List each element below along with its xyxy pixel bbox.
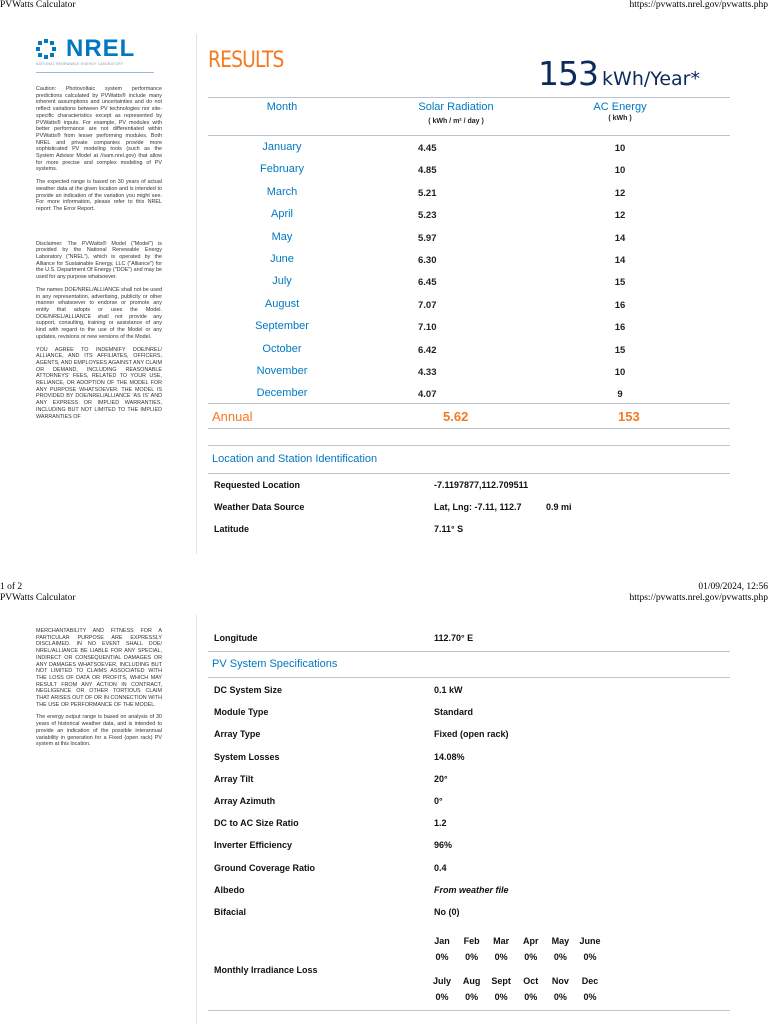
sidebar-page2 [36, 628, 162, 748]
irradiance-cell: June [579, 936, 601, 946]
page-datetime: 01/09/2024, 12:56 [698, 582, 768, 592]
column-divider [196, 34, 197, 554]
irradiance-cell: Sept [491, 976, 511, 986]
table-row [208, 137, 730, 159]
col-solar-header: Solar Radiation [418, 101, 494, 113]
solar-cell: 5.21 [418, 187, 437, 199]
irradiance-cell: 0% [435, 952, 449, 962]
solar-cell: 6.42 [418, 344, 437, 356]
solar-cell: 4.33 [418, 367, 437, 378]
spec-value: 96% [434, 840, 453, 851]
logo-subtitle: NATIONAL RENEWABLE ENERGY LABORATORY [36, 62, 124, 66]
spec-row [208, 680, 730, 702]
irradiance-cell: 0% [553, 992, 567, 1002]
kv-longitude [208, 628, 730, 650]
table-row [208, 339, 730, 361]
logo-wordmark: NREL [66, 35, 136, 62]
ac-cell: 12 [614, 187, 626, 199]
irradiance-cell: Feb [463, 936, 480, 946]
spec-label: Array Tilt [214, 773, 254, 784]
disclaimer-text: Disclaimer: The PVWatts® Model ("Model") is provided by the National Renewable Energy Laboratory ("NREL"), which is operated by the Alliance for Sustainable Energy, LLC ("Alliance") for the U.S. Department Of Energy ("DOE") and may be used for any purpose whatsoever. [36, 240, 162, 281]
page-header [0, 0, 768, 12]
col-ac-unit: ( kWh ) [608, 115, 632, 122]
table-row [208, 159, 730, 181]
irradiance-cell: July [432, 976, 451, 986]
irradiance-cell: Mar [493, 936, 510, 946]
solar-cell: 7.10 [418, 322, 437, 334]
spec-row [208, 791, 730, 813]
annual-total-value: 153 [538, 54, 599, 93]
ac-cell: 16 [614, 299, 626, 311]
indemnify-text-part1: YOU AGREE TO INDEMNIFY DOE/NREL/ ALLIANCE, AND ITS AFFILIATES, OFFICERS, AGENTS, AND EMPLOYEES AGAINST ANY CLAIM OR DEMAND, INCLUDING REASONABLE ATTORNEYS' FEES, RELATED TO YOUR USE, RELIANCE, OR ADOPTION OF THE MODEL FOR ANY PURPOSE WHATSOEVER. THE MODEL IS PROVIDED BY DOE/NREL/ALLIANCE 'AS IS' AND ANY EXPRESS OR IMPLIED WARRANTIES, INCLUDING BUT NOT LIMITED TO THE IMPLIED WARRANTIES OF [36, 346, 162, 420]
col-ac-header: AC Energy [593, 101, 647, 113]
divider [208, 1010, 730, 1011]
table-row [208, 204, 730, 226]
spec-label: Module Type [214, 707, 269, 718]
month-cell: December [256, 387, 308, 400]
annual-label: Annual [212, 409, 253, 424]
page-number: 1 of 2 [0, 582, 23, 592]
annual-total [538, 54, 700, 93]
kv-weather-source [208, 497, 730, 519]
page-header-title: PVWatts Calculator [0, 593, 76, 603]
spec-value: 1.2 [434, 818, 447, 829]
spec-value: Standard [434, 707, 474, 718]
spec-row [208, 747, 730, 769]
page-header-url[interactable]: https://pvwatts.nrel.gov/pvwatts.php [629, 0, 768, 10]
spec-label: Bifacial [214, 907, 247, 917]
spec-row [208, 858, 730, 880]
spec-value: 14.08% [434, 751, 465, 762]
kv-value: Lat, Lng: -7.11, 112.7 [434, 502, 522, 512]
spec-label: DC to AC Size Ratio [214, 818, 299, 829]
spec-label: Ground Coverage Ratio [214, 862, 316, 873]
irradiance-cell: 0% [494, 952, 508, 962]
divider [208, 428, 730, 429]
irradiance-cell: Dec [581, 976, 599, 986]
divider [208, 473, 730, 474]
sidebar-page1 [36, 86, 162, 552]
irradiance-cell: 0% [465, 952, 479, 962]
annual-total-unit: kWh/Year* [602, 68, 700, 90]
divider [208, 677, 730, 678]
kv-value: -7.1197877,112.709511 [434, 480, 529, 490]
ac-cell: 15 [614, 277, 626, 289]
names-text: The names DOE/NREL/ALLIANCE shall not be used in any representation, advertising, publicity or other manner whatsoever to endorse or promote any entity that adopts or uses the Model. DOE/NREL/ALLIANCE shall not provide any support, consulting, training or assistance of any kind with regard to the use of the Model or any updates, revisions or new versions of the Model. [36, 286, 162, 340]
ac-cell: 15 [614, 344, 626, 356]
month-cell: October [262, 342, 302, 355]
spec-value: Fixed (open rack) [434, 729, 509, 740]
spec-row [208, 813, 730, 835]
month-cell: March [266, 185, 298, 198]
spec-row [208, 835, 730, 857]
month-cell: August [264, 297, 300, 310]
kv-requested-location [208, 475, 730, 497]
spec-row [208, 880, 730, 902]
kv-label: Longitude [214, 633, 258, 643]
table-row [208, 316, 730, 338]
irradiance-cell: Oct [523, 976, 539, 986]
caution-text: Caution: Photovoltaic system performance predictions calculated by PVWatts® include many inherent assumptions and uncertainties and do not reflect variations between PV technologies nor site-specific characteristics except as represented by PVWatts® inputs. For example, PV modules with better performance are not differentiated within PVWatts® from lesser performing modules. Both NREL and private companies provide more sophisticated PV modeling tools (such as the System Advisor Model at //sam.nrel.gov) that allow for more precise and complex modeling of PV systems. [36, 86, 162, 173]
solar-cell: 4.45 [418, 143, 437, 154]
spec-label: Inverter Efficiency [214, 840, 293, 851]
pv-section-title: PV System Specifications [212, 658, 338, 670]
spec-label: Array Type [214, 729, 261, 740]
spec-row [208, 724, 730, 746]
month-cell: February [259, 163, 305, 176]
kv-distance: 0.9 mi [546, 502, 572, 512]
irradiance-cell: 0% [494, 992, 508, 1002]
spec-value: No (0) [434, 907, 460, 917]
nrel-mark-icon [36, 38, 64, 60]
month-cell: July [272, 275, 292, 288]
table-row [208, 182, 730, 204]
divider [208, 97, 730, 98]
kv-label: Weather Data Source [214, 502, 305, 512]
table-row [208, 294, 730, 316]
col-month-header: Month [266, 101, 298, 113]
solar-cell: 5.23 [418, 210, 437, 222]
irradiance-cell: 0% [524, 952, 538, 962]
kv-latitude [208, 519, 730, 541]
page2-header [0, 593, 768, 605]
logo-divider [36, 72, 154, 73]
spec-row [208, 769, 730, 791]
kv-label: Latitude [214, 524, 249, 534]
results-title: RESULTS [208, 48, 284, 73]
solar-cell: 4.85 [418, 165, 437, 177]
irradiance-cell: Aug [462, 976, 481, 986]
kv-label: Requested Location [214, 480, 301, 490]
ac-cell: 16 [614, 322, 626, 334]
annual-ac: 153 [618, 409, 640, 424]
spec-row [208, 702, 730, 724]
page-header-title: PVWatts Calculator [0, 0, 76, 10]
location-section-title: Location and Station Identification [212, 453, 378, 465]
ac-cell: 10 [614, 367, 626, 378]
irradiance-cell: 0% [583, 952, 597, 962]
solar-cell: 6.45 [418, 277, 437, 289]
nrel-logo [36, 35, 156, 74]
spec-value: 0.4 [434, 862, 447, 873]
page-header-url[interactable]: https://pvwatts.nrel.gov/pvwatts.php [629, 593, 768, 603]
irradiance-cell: Apr [523, 936, 539, 946]
irradiance-cell: 0% [524, 992, 538, 1002]
column-divider [196, 615, 197, 1024]
irradiance-cell: May [551, 936, 570, 946]
month-cell: January [262, 141, 302, 153]
ac-cell: 10 [614, 143, 626, 154]
spec-value: 0.1 kW [434, 685, 463, 695]
irradiance-cell: 0% [435, 992, 449, 1002]
table-row [208, 271, 730, 293]
month-cell: May [271, 230, 293, 243]
divider [208, 403, 730, 404]
solar-cell: 5.97 [418, 232, 437, 244]
spec-row [208, 902, 730, 924]
solar-cell: 6.30 [418, 255, 437, 266]
ac-cell: 12 [614, 210, 626, 222]
energy-range-text: The energy output range is based on analysis of 30 years of historical weather data, and is intended to provide an indication of the possible interannual variability in generation for a Fixed (open rack) PV system at this location. [36, 714, 162, 748]
kv-label: Monthly Irradiance Loss [214, 965, 318, 975]
annual-solar: 5.62 [443, 409, 469, 424]
irradiance-cell: 0% [553, 952, 567, 962]
month-cell: September [255, 320, 309, 333]
irradiance-cell: Jan [434, 936, 450, 946]
indemnify-text-part2: MERCHANTABILITY AND FITNESS FOR A PARTICULAR PURPOSE ARE EXPRESSLY DISCLAIMED. IN NO EVENT SHALL DOE/ NREL/ALLIANCE BE LIABLE FOR ANY SPECIAL, INDIRECT OR CONSEQUENTIAL DAMAGES OR ANY DAMAGES WHATSOEVER, INCLUDING BUT NOT LIMITED TO CLAIMS ASSOCIATED WITH THE LOSS OF DATA OR PROFITS, WHICH MAY RESULT FROM ANY ACTION IN CONTRACT, NEGLIGENCE OR OTHER TORTIOUS CLAIM THAT ARISES OUT OF OR IN CONNECTION WITH THE USE OR PERFORMANCE OF THE MODEL. [36, 628, 162, 708]
annual-row [208, 406, 730, 428]
ac-cell: 14 [614, 255, 626, 266]
irradiance-cell: Nov [551, 976, 569, 986]
solar-cell: 7.07 [418, 299, 437, 311]
month-cell: April [270, 208, 293, 221]
spec-label: Array Azimuth [214, 796, 276, 806]
divider [208, 445, 730, 446]
spec-value: 0° [434, 796, 443, 806]
kv-value: 7.11° S [434, 524, 464, 534]
month-cell: June [270, 253, 294, 265]
spec-value: From weather file [434, 884, 509, 895]
ac-cell: 9 [617, 389, 623, 401]
divider [208, 135, 730, 136]
spec-label: System Losses [214, 751, 280, 762]
irradiance-cell: 0% [465, 992, 479, 1002]
irradiance-cell: 0% [583, 992, 597, 1002]
table-row [208, 361, 730, 383]
ac-cell: 10 [614, 165, 626, 177]
ac-cell: 14 [614, 232, 626, 244]
kv-value: 112.70° E [434, 633, 474, 643]
spec-value: 20° [434, 773, 448, 784]
table-row [208, 249, 730, 271]
solar-cell: 4.07 [418, 389, 437, 401]
month-cell: November [256, 365, 308, 377]
table-row [208, 227, 730, 249]
spec-label: Albedo [214, 884, 245, 895]
expected-range-text: The expected range is based on 30 years of actual weather data at the given location and is intended to provide an indication of the variation you might see. For more information, please refer to this NREL report: The Error Report. [36, 179, 162, 212]
spec-label: DC System Size [214, 685, 283, 695]
col-solar-unit: ( kWh / m² / day ) [428, 118, 484, 125]
divider [208, 651, 730, 652]
